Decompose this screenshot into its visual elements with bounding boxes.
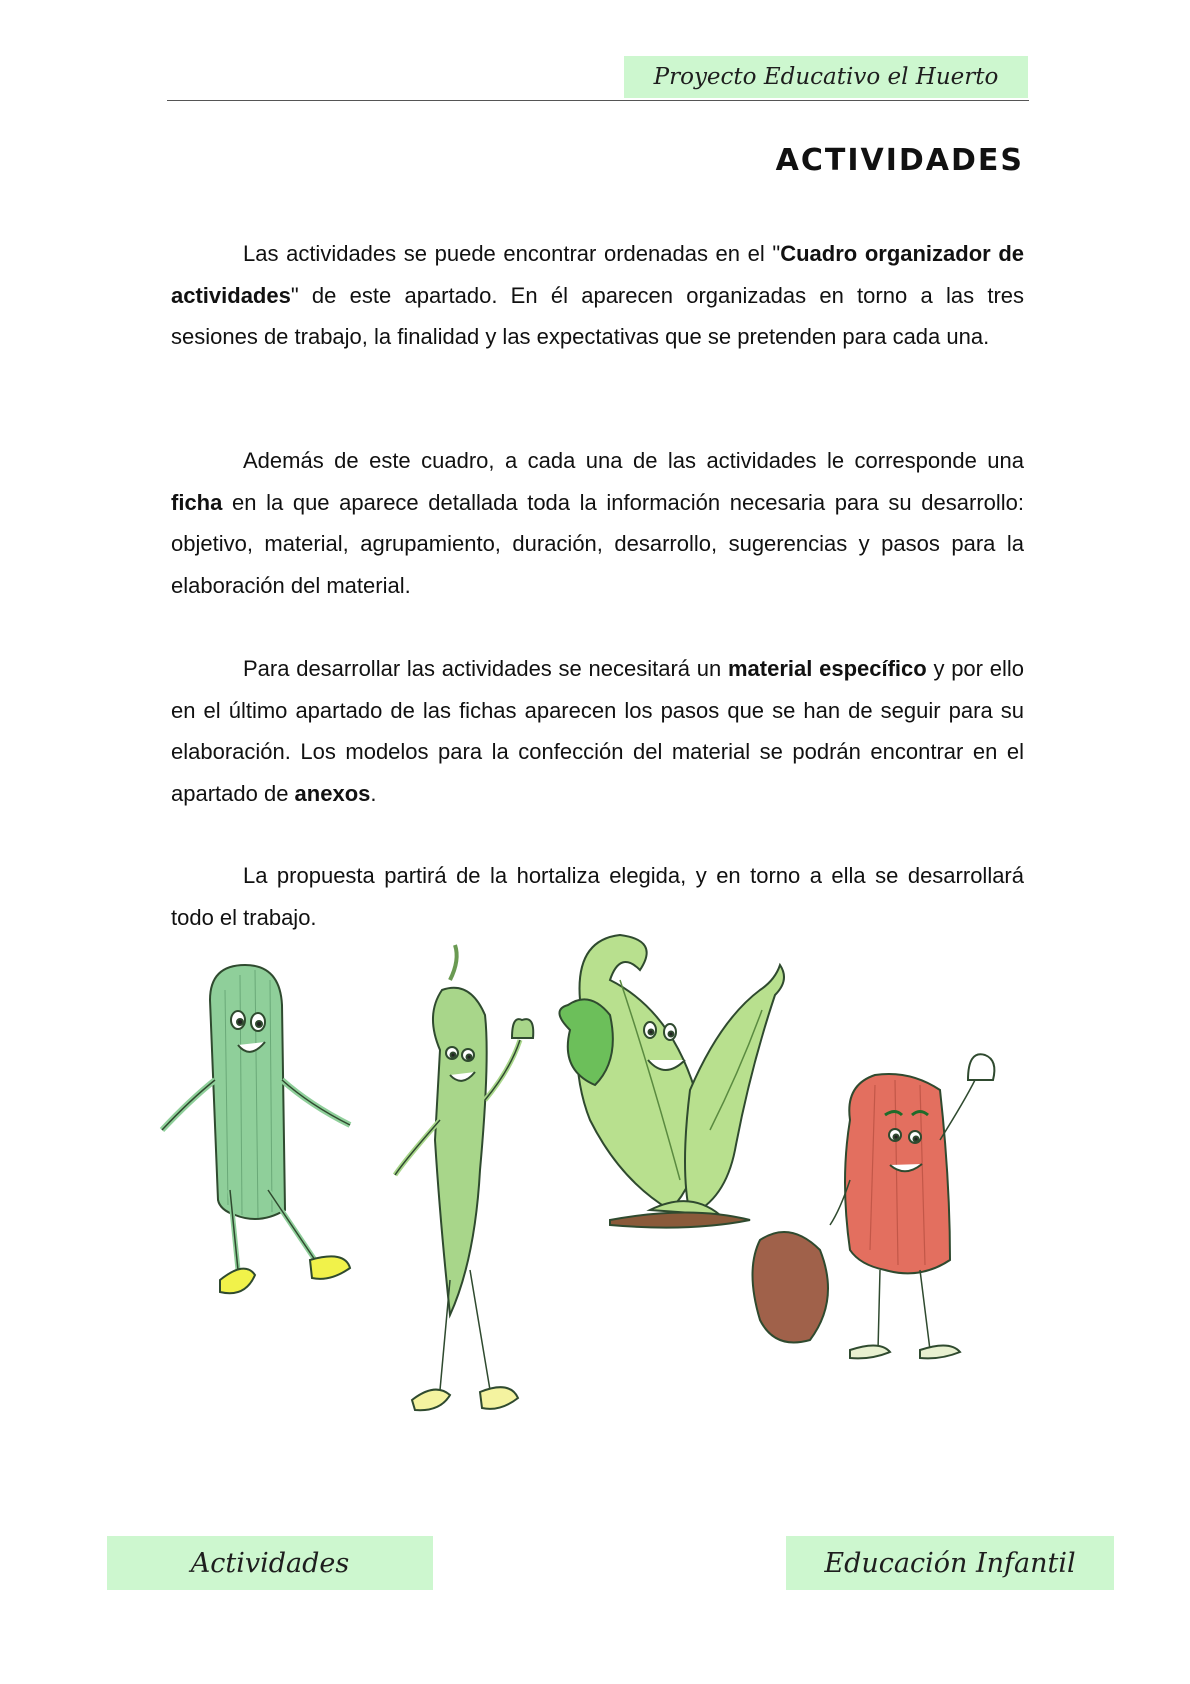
paragraph-text: La propuesta partirá de la hortaliza elegida, y en torno a ella se desarrollará todo el trabajo. (171, 863, 1024, 930)
paragraph-text: Para desarrollar las actividades se necesitará un (243, 656, 728, 681)
footer-section-label (107, 1536, 433, 1590)
paragraph-text: en la que aparece detallada toda la información necesaria para su desarrollo: objetivo, material, agrupamiento, duración, desarrollo, sugerencias y pasos para la elaboración del material. (171, 489, 1024, 598)
paragraph-cuadro (171, 233, 1024, 358)
paragraph-text: y por ello en el último apartado de las fichas aparecen los pasos que se han de seguir para su elaboración. Los modelos para la confección del material se podrán encontrar en el apartado de (171, 656, 1024, 806)
header-banner (624, 56, 1028, 98)
paragraph-ficha (171, 440, 1024, 606)
bean-character (395, 945, 533, 1410)
bold-term: anexos (294, 780, 371, 806)
bold-term: ficha (171, 489, 223, 515)
footer-left-text: Actividades (190, 1547, 350, 1579)
paragraph-text: Las actividades se puede encontrar ordenadas en el " (243, 241, 781, 266)
paragraph-text: Además de este cuadro, a cada una de las actividades le corresponde una (243, 448, 1024, 473)
bold-term: material específico (727, 656, 927, 681)
vegetable-characters-illustration (150, 920, 1090, 1440)
paragraph-text: " de este apartado. En él aparecen organizadas en torno a las tres sesiones de trabajo, la finalidad y las expectativas que se pretenden para cada una. (171, 282, 1024, 349)
pepper-character (753, 1054, 995, 1358)
page-title: ACTIVIDADES (775, 143, 1024, 178)
paragraph-text: . (370, 780, 377, 806)
paragraph-material (171, 648, 1024, 814)
project-title: Proyecto Educativo el Huerto (653, 64, 999, 90)
zucchini-character (162, 965, 350, 1293)
footer-right-text: Educación Infantil (824, 1547, 1076, 1579)
footer-level-label (786, 1536, 1114, 1590)
bold-term: Cuadro organizador de actividades (171, 241, 1025, 308)
lettuce-character (559, 935, 784, 1228)
header-divider (167, 100, 1029, 101)
